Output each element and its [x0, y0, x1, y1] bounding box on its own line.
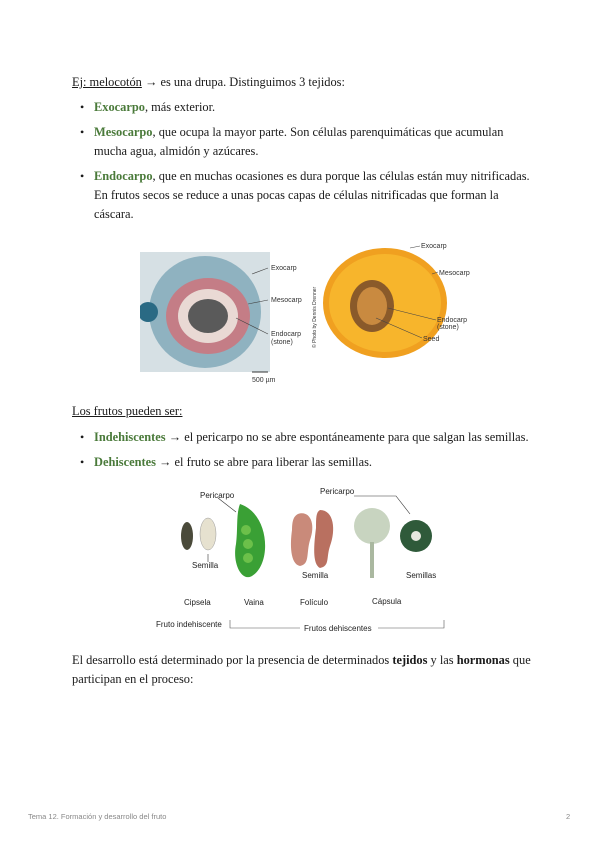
drupe-figure [140, 238, 480, 388]
cipsela-seed [181, 522, 193, 550]
footer-title: Tema 12. Formación y desarrollo del fruto [28, 812, 167, 821]
intro-line [72, 73, 345, 92]
term-tejidos: tejidos [392, 653, 428, 667]
label-pericarpo-1: Pericarpo [200, 491, 235, 500]
list-item: • Dehiscentes → el fruto se abre para liberar las semillas. [72, 453, 542, 472]
label-endocarp: Endocarp [271, 331, 301, 338]
page-number: 2 [566, 812, 571, 821]
foliculo-fruit [291, 513, 312, 566]
photo-credit: © Photo by Dennis Drenner [312, 286, 318, 348]
label-mesocarp-peach: Mesocarp [439, 270, 470, 277]
label-frutos-dehiscentes: Frutos dehiscentes [304, 624, 372, 633]
label-exocarp: Exocarp [271, 265, 297, 272]
list-item: • Mesocarpo, que ocupa la mayor parte. Son células parenquimáticas que acumulan mucha agua, almidón y azúcares. [72, 123, 532, 161]
label-pericarpo-2: Pericarpo [320, 487, 355, 496]
fruit-types-figure [150, 484, 450, 634]
label-fruto-indehiscente: Fruto indehiscente [156, 620, 222, 629]
scale-label: 500 µm [252, 377, 276, 384]
fruit-types-list [72, 428, 542, 478]
list-item: • Endocarpo, que en muchas ocasiones es dura porque las células están muy nitrificadas. En frutos secos se reduce a unas pocas capas de células nitrificadas que forman la cáscara. [72, 167, 532, 224]
label-semilla-2: Semilla [302, 571, 329, 580]
fruits-heading: Los frutos pueden ser: [72, 404, 183, 418]
label-exocarp-peach: Exocarp [421, 243, 447, 250]
label-endocarp-peach: Endocarp [437, 317, 467, 324]
label-cipsela: Cipsela [184, 598, 211, 607]
list-item: • Indehiscentes → el pericarpo no se abre espontáneamente para que salgan las semillas. [72, 428, 542, 447]
label-seed: Seed [423, 336, 440, 343]
label-vaina: Vaina [244, 598, 264, 607]
label-capsula: Cápsula [372, 597, 402, 606]
term-hormonas: hormonas [456, 653, 510, 667]
intro-lead: Ej: melocotón [72, 75, 142, 89]
capsula-fruit [354, 508, 390, 544]
label-mesocarp: Mesocarp [271, 297, 302, 304]
label-semillas: Semillas [406, 571, 437, 580]
tissue-list [72, 98, 532, 230]
closing-paragraph: El desarrollo está determinado por la presencia de determinados tejidos y las hormonas que participan en el proceso: [72, 653, 531, 686]
list-item: • Exocarpo, más exterior. [72, 98, 532, 117]
label-stone: (stone) [271, 339, 293, 346]
label-semilla-1: Semilla [192, 561, 219, 570]
intro-rest: → es una drupa. Distinguimos 3 tejidos: [141, 75, 345, 89]
label-foliculo: Folículo [300, 598, 329, 607]
label-stone-peach: (stone) [437, 324, 459, 331]
